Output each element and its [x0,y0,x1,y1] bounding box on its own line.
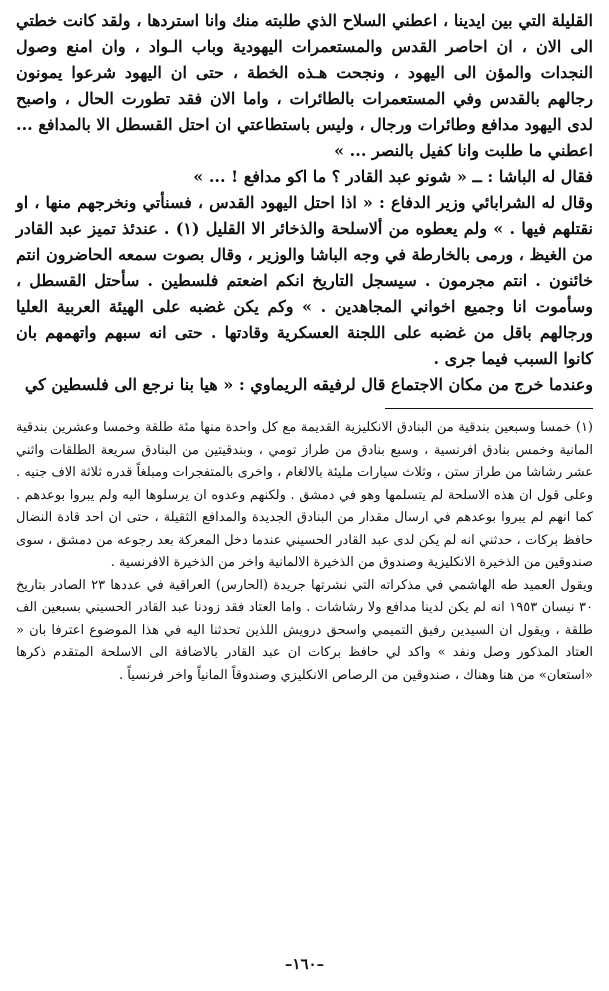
main-text [16,8,593,398]
page-number: –١٦٠– [284,955,325,973]
body-paragraph-3: وقال له الشرابائي وزير الدفاع : « اذا احتل اليهود القدس ، فسنأتي ونخرجهم منها ، او نقتلهم فيها . » ولم يعطوه من ألاسلحة والذخائر الا القليل (١) . عندئذ تميز عبد القادر من الغيظ ، ورمى بالخارطة في وجه الباشا والوزير ، وقال بصوت سمعه الحاضرون انتم خائنون . انتم مجرمون . سيسجل التاريخ انكم اضعتم فلسطين . سأحتل القسطل ، وسأموت انا وجميع اخواني المجاهدين . » وكم يكن غضبه على الهيئة العربية العليا ورجالهم باقل من غضبه على اللجنة العسكرية وقادتها . حتى انه سبهم واتهمهم بان كانوا السبب فيما جرى . [16,193,594,368]
body-paragraph-1: القليلة التي بين ايدينا ، اعطني السلاح الذي طلبته منك وانا استردها ، ولقد كانت خطتي الى الان ، ان احاصر القدس والمستعمرات اليهودية وباب الـواد ، وان امنع وصول النجدات والمؤن الى اليهود ، ونجحت هـذه الخطة ، حتى ان اليهود شرعوا يمونون رجالهم بالقدس وفي المستعمرات بالطائرات ، واما الان فقد تطورت الحال ، واصبح لدى اليهود مدافع وطائرات ورجال ، وليس باستطاعتي ان احتل القسطل الا بالمدافع ... اعطني ما طلبت وانا كفيل بالنصر ... » [16,11,593,160]
footnote-paragraph-2: ويقول العميد طه الهاشمي في مذكراته التي نشرتها جريدة (الحارس) العراقية في عددها ٢٣ الصادر بتاريخ ٣٠ نيسان ١٩٥٣ انه لم يكن لدينا مدافع ولا رشاشات . واما العتاد فقد زودنا عبد القادر الحسيني بسبعين الف طلقة ، ويقول ان السيدين رفيق التميمي واسحق درويش اللذين تحدثنا اليه في هذا الموضوع اعترفا بان « العتاد المذكور وصل ونفد » واكد لي حافظ بركات ان عبد القادر بالاضافة الى الاسلحة المتقدم ذكرها «استعان» من هنا وهناك ، صندوقين من الرصاص الانكليزي وصندوقاً المانياً واخر فرنسياً . [16,577,593,683]
footnote-paragraph-1: (١) خمسا وسبعين بندقية من البنادق الانكليزية القديمة مع كل واحدة منها مئة طلقة وخمسا وعشرين بندقية المانية وخمس بنادق افرنسية ، وسبع بنادق من طراز تومي ، وبندقيتين من البنادق سريعة الطلقات واثني عشر رشاشا من طراز ستن ، وثلاث سيارات مليئة بالالغام ، واخرى بالمتفجرات ومبلغاً قدره ثلاثة الاف جنيه . وعلى قول ان هذه الاسلحة لم يتسلمها وهو في دمشق . ولكنهم وعدوه ان يرسلوها اليه ولم يبروا بوعدهم . كما انهم لم يبروا بوعدهم في ارسال مقدار من البنادق الجديدة والمدافع الثقيلة ، حتى ان احد قادة النضال حافظ بركات ، حدثني انه لم يكن لدى عبد القادر الحسيني عندما دخل المعركة بعد رجوعه من دمشق ، سوى صندوقين من الذخيرة الانكليزية وصندوق من الذخيرة الالمانية واخر من الذخيرة الافرنسية . [16,420,593,570]
body-paragraph-4: وعندما خرج من مكان الاجتماع قال لرفيقه الريماوي : « هيا بنا نرجع الى فلسطين كي [24,375,593,394]
footnote-divider [385,408,593,409]
body-paragraph-2: فقال له الباشا : ــ « شونو عبد القادر ؟ ما اكو مدافع ! ... » [193,167,593,186]
footnotes [16,417,593,687]
